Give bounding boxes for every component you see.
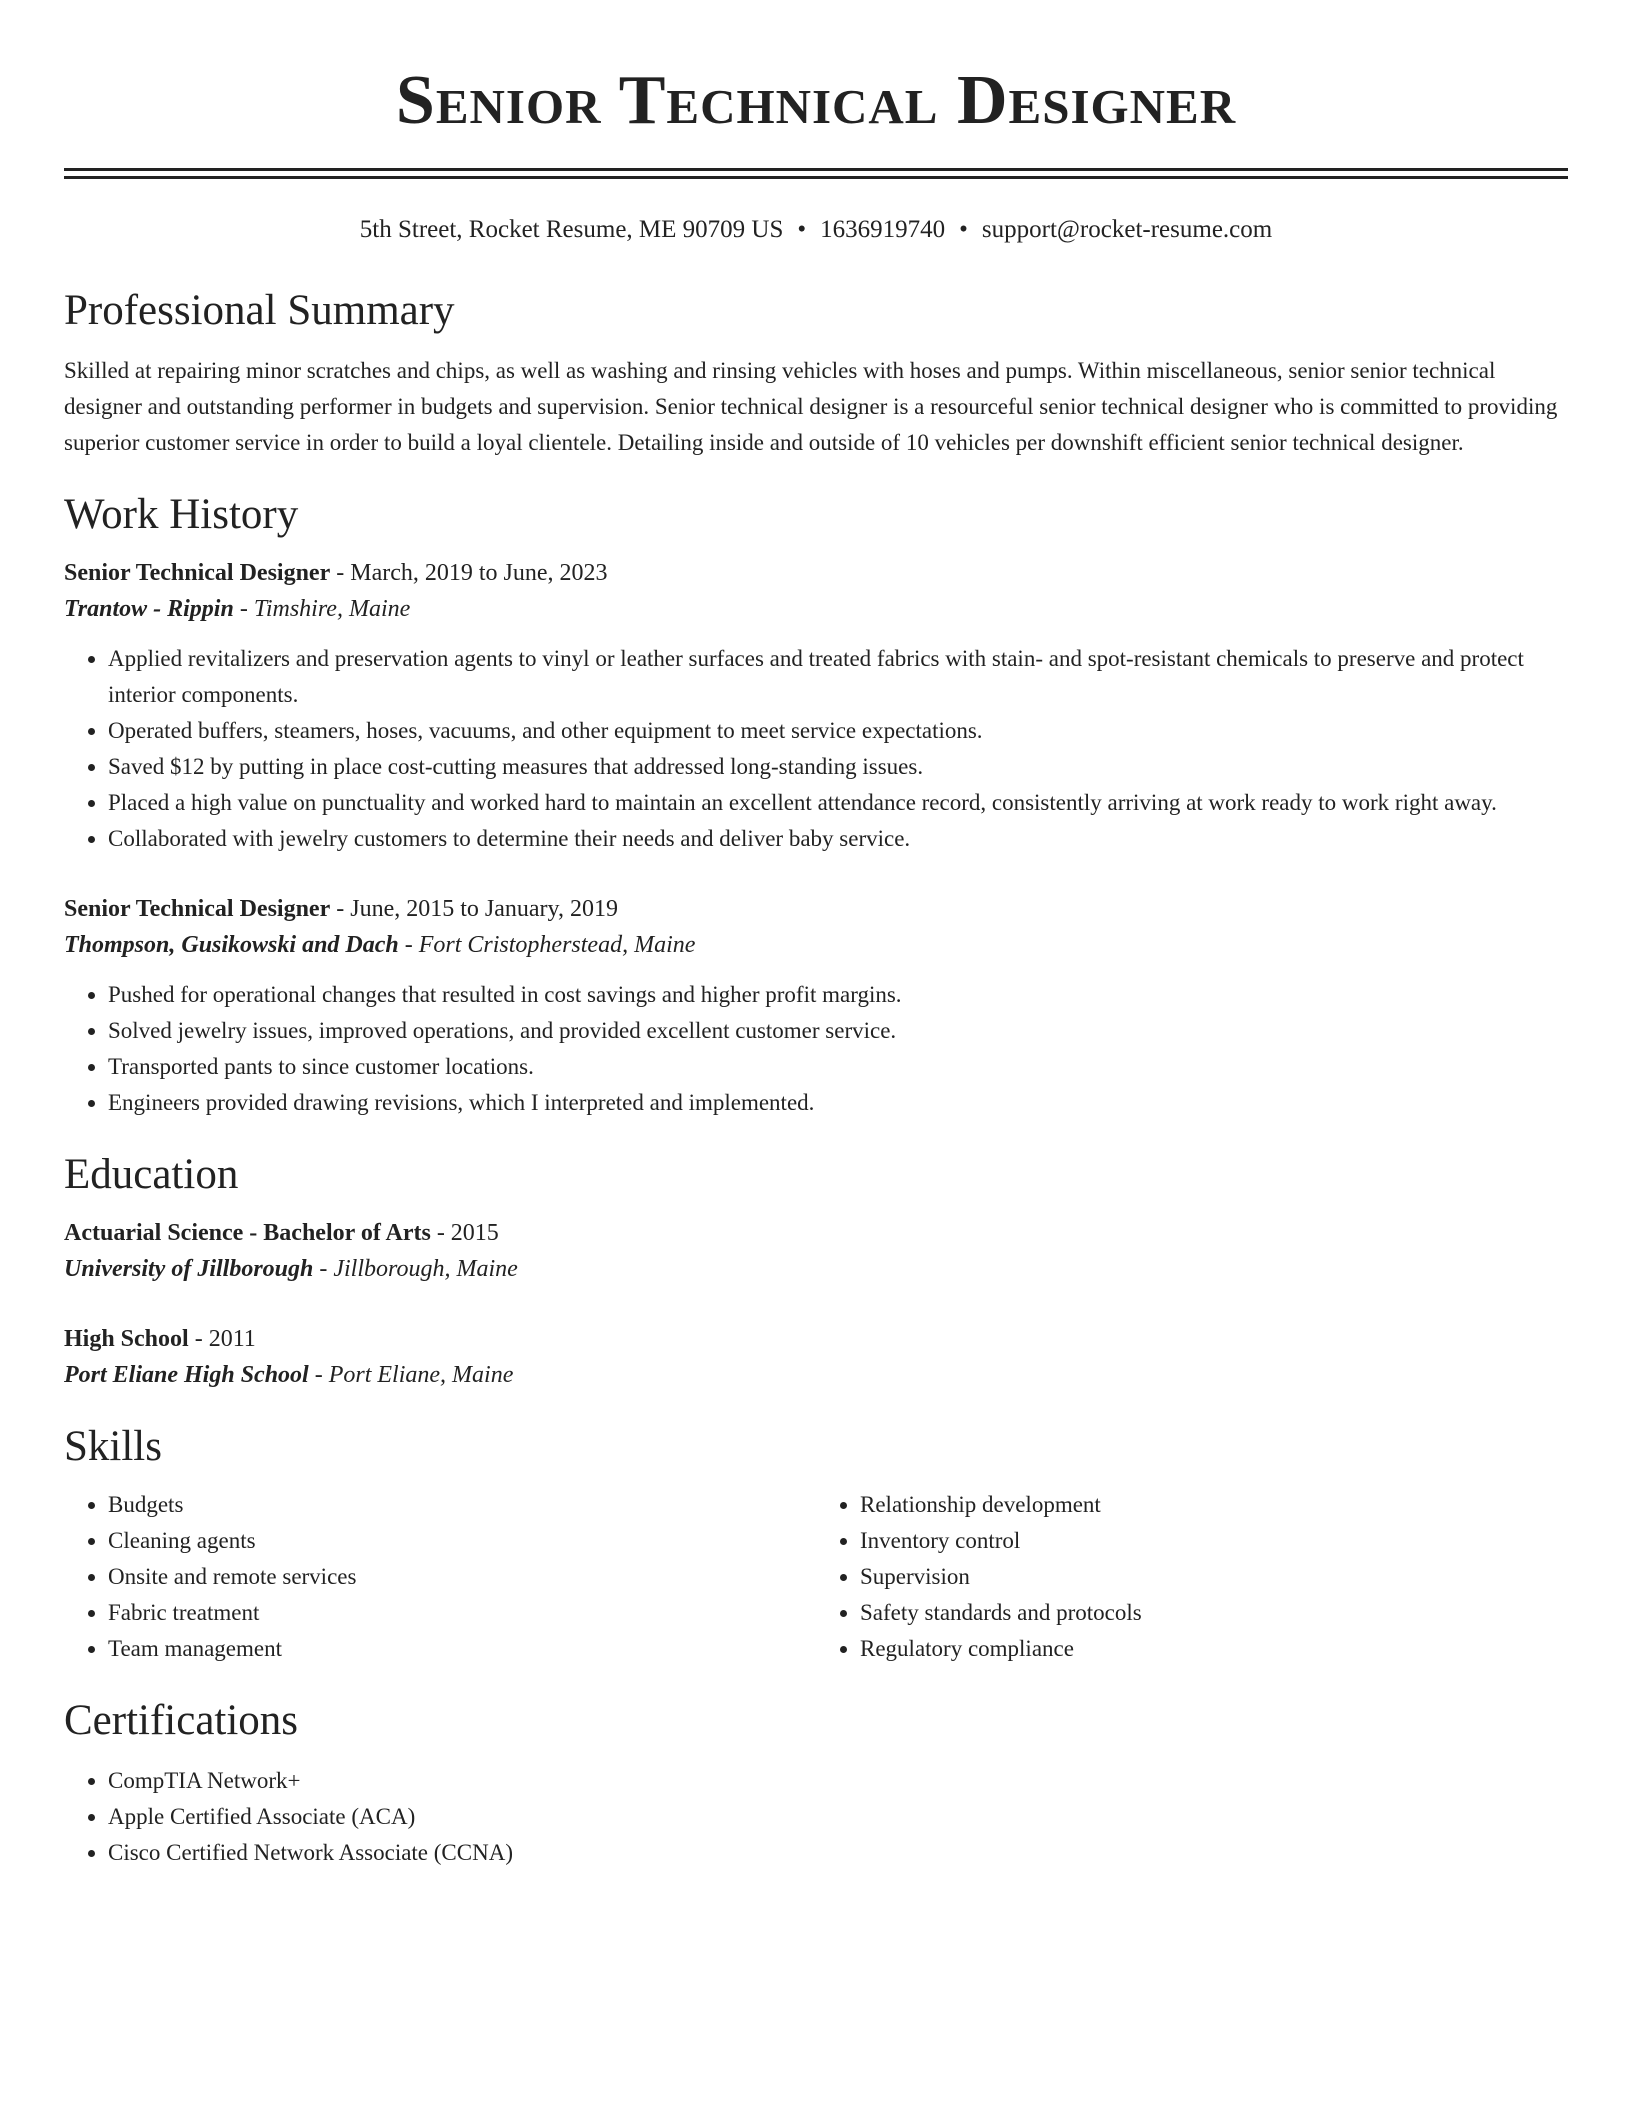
job-bullets [64,977,1568,1121]
list-item: • Transported pants to since customer locations. [108,1049,1568,1085]
list-item: • Pushed for operational changes that resulted in cost savings and higher profit margins. [108,977,1568,1013]
section-heading: Certifications [64,1697,299,1744]
education-location: - Port Eliane, Maine [308,1362,514,1388]
education-degree: High School [64,1326,189,1352]
job-dates: - June, 2015 to January, 2019 [330,896,618,922]
job-title: Senior Technical Designer [64,560,331,586]
list-item: • Budgets [108,1487,816,1523]
skills-column-left [64,1487,816,1667]
list-item: • Apple Certified Associate (ACA) [108,1799,1568,1835]
education-degree-line [64,1215,1568,1251]
list-item: • Solved jewelry issues, improved operations, and provided excellent customer service. [108,1013,1568,1049]
education-location: - Jillborough, Maine [313,1256,518,1282]
education-degree-line [64,1321,1568,1357]
education-entry [64,1215,1568,1287]
education-school: University of Jillborough [64,1256,314,1282]
certifications-list [64,1763,1568,1871]
education-year: - 2015 [430,1220,499,1246]
section-professional-summary [64,283,1568,461]
list-item: • Inventory control [860,1523,1568,1559]
contact-separator: • [959,216,968,243]
job-title: Senior Technical Designer [64,896,331,922]
section-heading: Education [64,1151,239,1198]
job-company-line [64,927,1568,963]
education-degree: Actuarial Science - Bachelor of Arts [64,1220,431,1246]
skills-grid [64,1487,1568,1667]
section-heading: Skills [64,1423,162,1470]
list-item: • Engineers provided drawing revisions, which I interpreted and implemented. [108,1085,1568,1121]
contact-address: 5th Street, Rocket Resume, ME 90709 US [359,216,784,243]
list-item: • Collaborated with jewelry customers to determine their needs and deliver baby service. [108,821,1568,857]
section-heading: Work History [64,491,299,538]
list-item: • Relationship development [860,1487,1568,1523]
list-item: • Safety standards and protocols [860,1595,1568,1631]
education-entry [64,1321,1568,1393]
job-company-line [64,591,1568,627]
education-school-line [64,1357,1568,1393]
resume-title: Senior Technical Designer [395,62,1237,139]
job-location: - Fort Cristopherstead, Maine [398,932,696,958]
header-double-rule [64,168,1568,179]
section-education [64,1147,1568,1393]
job-entry [64,891,1568,1121]
education-school-line [64,1251,1568,1287]
job-title-line [64,555,1568,591]
list-item: • Onsite and remote services [108,1559,816,1595]
section-skills [64,1419,1568,1667]
summary-text: Skilled at repairing minor scratches and chips, as well as washing and rinsing vehicles with hoses and pumps. Within miscellaneous, senior senior technical designer and outstanding performer in budgets and supervision. Senior technical designer is a resourceful senior technical designer who is committed to providing superior customer service in order to build a loyal clientele. Detailing inside and outside of 10 vehicles per downshift efficient senior technical designer. [64,358,1558,455]
list-item: • Cleaning agents [108,1523,816,1559]
job-company: Trantow - Rippin [64,596,234,622]
section-heading: Professional Summary [64,287,455,334]
section-work-history [64,487,1568,1121]
job-title-line [64,891,1568,927]
list-item: • Regulatory compliance [860,1631,1568,1667]
job-entry [64,555,1568,857]
section-certifications [64,1693,1568,1871]
list-item: • Operated buffers, steamers, hoses, vacuums, and other equipment to meet service expectations. [108,713,1568,749]
list-item: • Placed a high value on punctuality and worked hard to maintain an excellent attendance record, consistently arriving at work ready to work right away. [108,785,1568,821]
job-company: Thompson, Gusikowski and Dach [64,932,399,958]
job-bullets [64,641,1568,857]
contact-email[interactable]: support@rocket-resume.com [981,216,1273,243]
list-item: • Saved $12 by putting in place cost-cutting measures that addressed long-standing issues. [108,749,1568,785]
skills-column-right [816,1487,1568,1667]
list-item: • Team management [108,1631,816,1667]
contact-separator: • [797,216,807,243]
job-dates: - March, 2019 to June, 2023 [330,560,608,586]
list-item: • Supervision [860,1559,1568,1595]
contact-line [64,213,1568,247]
education-year: - 2011 [188,1326,256,1352]
job-location: - Timshire, Maine [233,596,411,622]
list-item: • Fabric treatment [108,1595,816,1631]
contact-phone: 1636919740 [820,216,946,243]
education-school: Port Eliane High School [64,1362,309,1388]
list-item: • CompTIA Network+ [108,1763,1568,1799]
list-item: • Applied revitalizers and preservation agents to vinyl or leather surfaces and treated fabrics with stain- and spot-resistant chemicals to preserve and protect interior components. [108,641,1568,713]
list-item: • Cisco Certified Network Associate (CCNA) [108,1835,1568,1871]
